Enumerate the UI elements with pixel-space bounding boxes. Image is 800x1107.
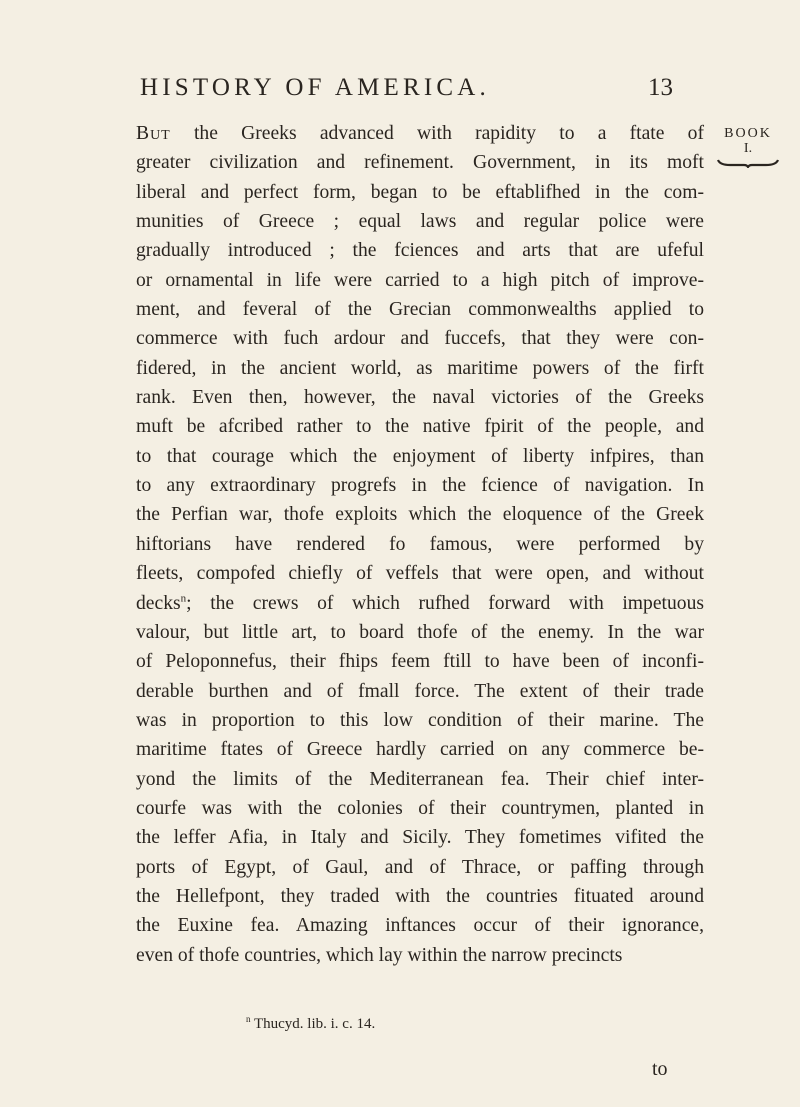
footnote-marker: n	[246, 1014, 251, 1024]
text-line: rank. Even then, however, the naval victories of the Greeks	[136, 387, 704, 409]
text-line: maritime ftates of Greece hardly carried on any commerce be-	[136, 739, 704, 761]
body-text	[136, 119, 704, 970]
margin-book-label: BOOK	[724, 126, 772, 141]
text-line: the Euxine fea. Amazing inftances occur of their ignorance,	[136, 915, 704, 937]
margin-note	[713, 126, 783, 168]
text-line: liberal and perfect form, began to be eftablifhed in the com-	[136, 181, 704, 203]
running-head: HISTORY OF AMERICA.	[140, 74, 490, 101]
first-word: But	[136, 123, 171, 144]
text-line: greater civilization and refinement. Government, in its moft	[136, 152, 704, 174]
text-line: munities of Greece ; equal laws and regular police were	[136, 211, 704, 233]
text-line: ment, and feveral of the Grecian commonwealths applied to	[136, 299, 704, 321]
brace-ornament-icon	[716, 158, 780, 168]
text-line: commerce with fuch ardour and fuccefs, that they were con-	[136, 328, 704, 350]
text-line: decks$^n$; the crews of which rufhed forward with impetuous	[136, 591, 704, 614]
text-line: courfe was with the colonies of their countrymen, planted in	[136, 797, 704, 819]
text-line: the Perfian war, thofe exploits which the eloquence of the Greek	[136, 504, 704, 526]
text-line: was in proportion to this low condition of their marine. The	[136, 709, 704, 731]
margin-volume-label: I.	[743, 141, 753, 156]
catchword: to	[652, 1058, 668, 1080]
text-line: valour, but little art, to board thofe of the enemy. In the war	[136, 621, 704, 643]
text-line: to any extraordinary progrefs in the fcience of navigation. In	[136, 475, 704, 497]
text-line: gradually introduced ; the fciences and arts that are ufeful	[136, 240, 704, 262]
text-line: fidered, in the ancient world, as maritime powers of the firft	[136, 357, 704, 379]
text-line: fleets, compofed chiefly of veffels that were open, and without	[136, 563, 704, 585]
text-line: yond the limits of the Mediterranean fea. Their chief inter-	[136, 768, 704, 790]
text-line: even of thofe countries, which lay within the narrow precincts	[136, 944, 623, 966]
text-line: muft be afcribed rather to the native fpirit of the people, and	[136, 416, 704, 438]
footnote	[246, 1016, 375, 1033]
text-line: ports of Egypt, of Gaul, and of Thrace, or paffing through	[136, 856, 704, 878]
text-line: of Peloponnefus, their fhips feem ftill to have been of inconfi-	[136, 651, 704, 673]
footnote-reference: n	[180, 591, 187, 604]
text-line: to that courage which the enjoyment of liberty infpires, than	[136, 445, 704, 467]
page-number: 13	[648, 74, 673, 101]
text-line: the leffer Afia, in Italy and Sicily. They fometimes vifited the	[136, 827, 704, 849]
text-line: But the Greeks advanced with rapidity to a ftate of	[136, 123, 704, 144]
text-line: or ornamental in life were carried to a high pitch of improve-	[136, 269, 704, 291]
text-line: derable burthen and of fmall force. The extent of their trade	[136, 680, 704, 702]
footnote-text: Thucyd. lib. i. c. 14.	[250, 1016, 376, 1032]
text-line: the Hellefpont, they traded with the countries fituated around	[136, 885, 704, 907]
text-line: hiftorians have rendered fo famous, were performed by	[136, 533, 704, 555]
